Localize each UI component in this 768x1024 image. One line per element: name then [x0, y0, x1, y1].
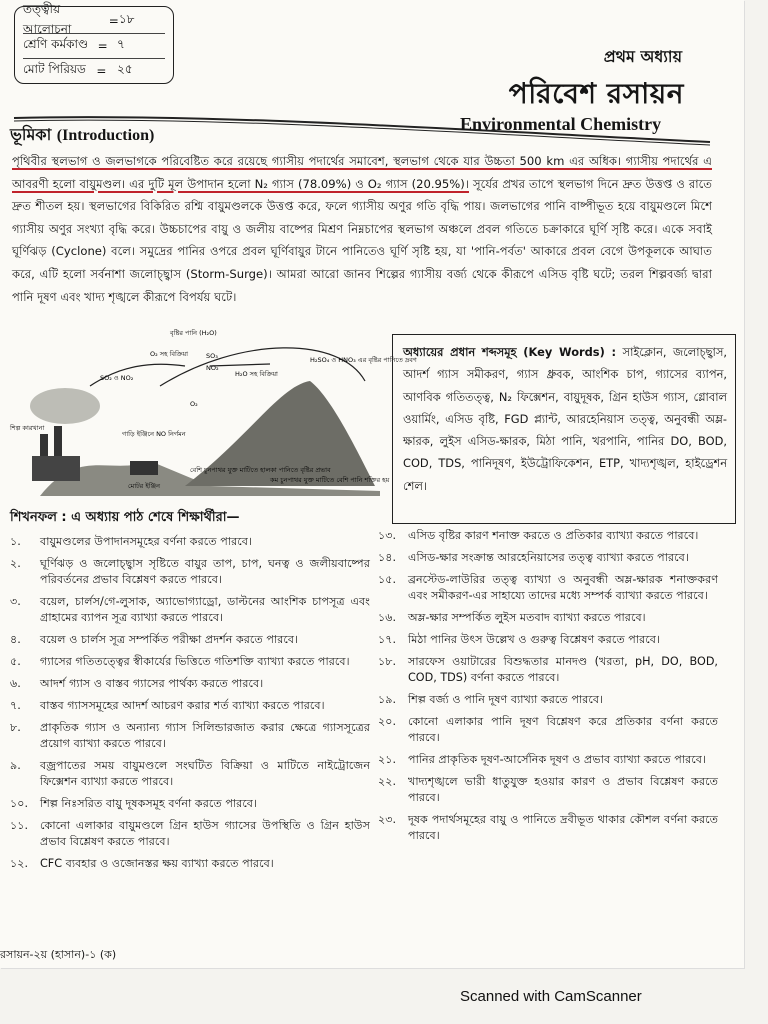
- label-no2: NO₂: [206, 364, 219, 372]
- item-number: ২২.: [378, 775, 397, 788]
- list-item: [378, 752, 718, 768]
- keywords-box: [392, 334, 736, 524]
- list-item: [10, 856, 370, 872]
- info-row-theory: [23, 2, 165, 36]
- info-label: তত্ত্বীয় আলোচনা: [23, 2, 72, 36]
- item-text: শিল্প বর্জ্য ও পানি দূষণ ব্যাখ্যা করতে পারবে।: [408, 693, 604, 706]
- list-item: [10, 720, 370, 752]
- label-so2-no2: SO₂ ও NO₂: [100, 374, 134, 382]
- period-info-box: [14, 2, 174, 84]
- label-so3: SO₃: [206, 352, 218, 360]
- list-item: [10, 796, 370, 812]
- item-number: ৩.: [10, 595, 21, 608]
- item-text: অম্ল-ক্ষার সম্পর্কিত লুইস মতবাদ ব্যাখ্যা করতে পারবে।: [408, 611, 646, 624]
- label-o2-reaction: O₂ সহ বিক্রিয়া: [150, 350, 189, 358]
- list-item: [378, 572, 718, 604]
- label-soil: বেশি চুনপাথর যুক্ত মাটিতে হালকা পানিতে বৃষ্টির প্রভাব: [190, 466, 331, 474]
- intro-heading: [10, 122, 154, 149]
- item-number: ১১.: [10, 819, 29, 832]
- item-text: মিঠা পানির উৎস উল্লেখ ও গুরুত্ব বিশ্লেষণ করতে পারবে।: [408, 633, 660, 646]
- label-h2o-reaction: H₂O সহ বিক্রিয়া: [235, 370, 278, 378]
- item-text: কোনো এলাকার বায়ুমণ্ডলে গ্রিন হাউস গ্যাসের উপস্থিতি ও গ্রিন হাউস প্রভাব বিশ্লেষণ করতে পারবে।: [40, 819, 370, 848]
- list-item: [10, 818, 370, 850]
- label-factory: শিল্প কারখানা: [10, 424, 45, 432]
- list-item: [10, 632, 370, 648]
- item-text: বাস্তব গ্যাসসমূহের আদর্শ আচরণ করার শর্ত ব্যাখ্যা করতে পারবে।: [40, 699, 325, 712]
- chapter-number: প্রথম অধ্যায়: [603, 47, 682, 66]
- intro-heading-bn: ভূমিকা: [10, 125, 52, 144]
- item-text: পানির প্রাকৃতিক দূষণ-আর্সেনিক দূষণ ও প্রভাব ব্যাখ্যা করতে পারবে।: [408, 753, 706, 766]
- info-value: ১৮: [118, 12, 135, 26]
- label-acids: H₂SO₄ ও HNO₃ এর বৃষ্টির পানিতে দ্রবণ: [310, 356, 417, 364]
- item-number: ৪.: [10, 633, 21, 646]
- label-rain: বৃষ্টির পানি (H₂O): [170, 329, 217, 337]
- label-o2: O₂: [190, 400, 198, 408]
- item-number: ১৫.: [378, 573, 397, 586]
- keywords-title: অধ্যায়ের প্রধান শব্দসমূহ (Key Words) :: [403, 345, 617, 359]
- item-number: ২৩.: [378, 813, 397, 826]
- item-number: ১০.: [10, 797, 29, 810]
- item-number: ১.: [10, 535, 21, 548]
- item-text: শিল্প নিঃসরিত বায়ু দূষকসমূহ বর্ণনা করতে পারবে।: [40, 797, 258, 810]
- learning-outcomes-heading: শিখনফল : এ অধ্যায় পাঠ শেষে শিক্ষার্থীরা—: [10, 510, 240, 525]
- intro-rest-text: সূর্যের প্রখর তাপে স্থলভাগ দিনে দ্রুত উত্তপ্ত ও রাতে দ্রুত শীতল হয়। স্থলভাগের বিকিরিত রশ্মি বায়ুমণ্ডলকে উত্তপ্ত করে, ফলে গ্যাসীয় অণুর গতি বৃদ্ধি পায়। জলভাগের পানি বাষ্পীভূত হয়ে বায়ুমণ্ডলে মিশে গ্যাসীয় অণুর সংখ্যা বৃদ্ধি করে। উচ্চচাপের বায়ু ও জলীয় বাষ্পের মিশ্রণ নিম্নচাপের স্থলভাগ অঞ্চলে প্রবল গতিতে চক্রাকারে ঘূর্ণি সৃষ্টি করে। একে সবাই ঘূর্ণিঝড় (Cyclone) বলে। সমুদ্রের পানির ওপরে প্রবল ঘূর্ণিবায়ুর টানে পানিতেও ঘূর্ণি সৃষ্টি হয়, যা 'পানি-পর্বত' আকারে প্রবল বেগে উপকূলকে আঘাত করে, এটি হলো সর্বনাশা জলোচ্ছ্বাস (Storm-Surge)। আমরা আরো জানব শিল্পের গ্যাসীয় বর্জ্য থেকে কীরূপে এসিড বৃষ্টি ঘটে; তরল শিল্পবর্জ্য দ্বারা পানি দূষণ এবং খাদ্য শৃঙ্খলে কীরূপে বিপর্যয় ঘটে।: [12, 176, 713, 304]
- list-item: [10, 654, 370, 670]
- list-item: [378, 528, 718, 544]
- item-text: ব্রনস্টেড-লাউরির তত্ত্ব ব্যাখ্যা ও অনুবন্ধী অম্ল-ক্ষারক শনাক্তকরণ এবং সমীকরণ-এর সাহায্যে তাদের মধ্যে সম্পর্ক ব্যাখ্যা করতে পারবে।: [408, 573, 718, 602]
- acid-rain-illustration: [10, 326, 417, 496]
- item-text: কোনো এলাকার পানি দূষণ বিশ্লেষণ করে প্রতিকার বর্ণনা করতে পারবে।: [408, 715, 718, 744]
- item-text: এসিড-ক্ষার সংক্রান্ত আরহেনিয়াসের তত্ত্ব ব্যাখ্যা করতে পারবে।: [408, 551, 689, 564]
- item-number: ২.: [10, 557, 21, 570]
- item-text: এসিড বৃষ্টির কারণ শনাক্ত করতে ও প্রতিকার ব্যাখ্যা করতে পারবে।: [408, 529, 699, 542]
- list-item: [10, 676, 370, 692]
- keywords-text: সাইক্লোন, জলোচ্ছ্বাস, আদর্শ গ্যাস সমীকরণ, গ্যাস ধ্রুবক, আংশিক চাপ, গ্যাসের ব্যাপন, আণবিক গতিতত্ত্ব, N₂ ফিক্সেশন, বায়ুদূষক, গ্রিন হাউস গ্যাস, গ্লোবাল ওয়ার্মিং, এসিড বৃষ্টি, FGD প্ল্যান্ট, আরহেনিয়াস তত্ত্ব, অনুবন্ধী অম্ল-ক্ষারক, লুইস এসিড-ক্ষারক, মিঠা পানি, খরপানি, পানির DO, BOD, COD, TDS, পানিদূষণ, ইউট্রোফিকেশন, ETP, খাদ্যশৃঙ্খল, হাইড্রেশন শেল।: [403, 345, 727, 493]
- info-value: ২৫: [116, 62, 133, 76]
- item-text: বায়ুমণ্ডলের উপাদানসমূহের বর্ণনা করতে পারবে।: [40, 535, 252, 548]
- intro-underlined-text: পৃথিবীর স্থলভাগ ও জলভাগকে পরিবেষ্টিত করে রয়েছে গ্যাসীয় পদার্থের সমাবেশ, স্থলভাগ থেকে যার উচ্চতা 500 km এর অধিক। গ্যাসীয় পদার্থের এ আবরণী হলো বায়ুমণ্ডল। এর দুটি মূল উপাদান হলো N₂ গ্যাস (78.09%) ও O₂ গ্যাস (20.95%)।: [12, 154, 712, 191]
- item-text: গ্যাসের গতিতত্ত্বের স্বীকার্যের ভিত্তিতে গতিশক্তি ব্যাখ্যা করতে পারবে।: [40, 655, 350, 668]
- item-text: আদর্শ গ্যাস ও বাস্তব গ্যাসের পার্থক্য করতে পারবে।: [40, 677, 264, 690]
- item-number: ১৭.: [378, 633, 397, 646]
- info-row-total: [23, 59, 165, 83]
- list-item: [10, 758, 370, 790]
- intro-heading-en: (Introduction): [56, 127, 155, 144]
- item-number: ৫.: [10, 655, 21, 668]
- list-item: [378, 550, 718, 566]
- item-number: ১৮.: [378, 655, 397, 668]
- item-number: ২০.: [378, 715, 397, 728]
- item-text: প্রাকৃতিক গ্যাস ও অন্যান্য গ্যাস সিলিন্ডারজাত করার ক্ষেত্রে গ্যাসসূত্রের প্রয়োগ ব্যাখ্যা করতে পারবে।: [40, 721, 370, 750]
- label-engine: মোটর ইঞ্জিন: [128, 482, 160, 490]
- list-item: [378, 654, 718, 686]
- item-number: ১২.: [10, 857, 29, 870]
- list-item: [378, 632, 718, 648]
- list-item: [378, 812, 718, 844]
- item-number: ১৩.: [378, 529, 397, 542]
- info-label: মোট পিরিয়ড: [23, 62, 86, 76]
- item-text: দূষক পদার্থসমূহের বায়ু ও পানিতে দ্রবীভূত থাকার কৌশল বর্ণনা করতে পারবে।: [408, 813, 718, 842]
- label-no-emission: গাড়ি ইঞ্জিনে NO নির্গমন: [122, 430, 186, 438]
- list-item: [10, 698, 370, 714]
- chapter-title: পরিবেশ রসায়ন: [508, 77, 684, 110]
- item-text: সারফেস ওয়াটারের বিশুদ্ধতার মানদণ্ড (খরতা, pH, DO, BOD, COD, TDS) বর্ণনা করতে পারবে।: [408, 655, 718, 684]
- item-number: ৮.: [10, 721, 21, 734]
- label-mountain: কম চুনপাথর যুক্ত মাটিতে বেশি পানি শক্তির হয়: [270, 476, 390, 484]
- car-shape: [130, 461, 158, 475]
- item-number: ১৪.: [378, 551, 397, 564]
- list-item: [378, 714, 718, 746]
- list-item: [10, 534, 370, 550]
- smoke-cloud: [30, 388, 100, 424]
- item-number: ৯.: [10, 759, 21, 772]
- item-number: ৭.: [10, 699, 21, 712]
- camscanner-watermark: Scanned with CamScanner: [460, 988, 642, 1005]
- acid-rain-diagram: [10, 326, 417, 496]
- item-text: বয়েল, চার্লস/গে-লুসাক, অ্যাভোগ্যাড্রো, ডাল্টনের আংশিক চাপসূত্র এবং গ্রাহামের ব্যাপন সূত্র ব্যাখ্যা করতে পারবে।: [40, 595, 370, 624]
- list-item: [10, 594, 370, 626]
- list-item: [378, 774, 718, 806]
- cycle-arrow: [160, 348, 365, 386]
- item-text: CFC ব্যবহার ও ওজোনস্তর ক্ষয় ব্যাখ্যা করতে পারবে।: [40, 857, 274, 870]
- item-text: বজ্রপাতের সময় বায়ুমণ্ডলে সংঘটিত বিক্রিয়া ও মাটিতে নাইট্রোজেন ফিক্সেশন ব্যাখ্যা করতে পারবে।: [40, 759, 370, 788]
- item-number: ৬.: [10, 677, 21, 690]
- outcomes-left-column: [10, 534, 370, 878]
- list-item: [10, 556, 370, 588]
- reaction-arrow: [210, 364, 270, 366]
- list-item: [378, 610, 718, 626]
- info-sep: =: [108, 14, 119, 28]
- info-label: শ্রেণি কর্মকাণ্ড: [23, 37, 89, 51]
- info-value: ৭: [117, 37, 125, 51]
- item-text: ঘূর্ণিঝড় ও জলোচ্ছ্বাস সৃষ্টিতে বায়ুর তাপ, চাপ, ঘনত্ব ও জলীয়বাষ্পের পরিবর্তনের প্রভাব বিশ্লেষণ করতে পারবে।: [40, 557, 370, 586]
- item-number: ১৯.: [378, 693, 397, 706]
- list-item: [378, 692, 718, 708]
- item-number: ১৬.: [378, 611, 397, 624]
- chapter-title-english: Environmental Chemistry: [460, 114, 662, 134]
- item-number: ২১.: [378, 753, 397, 766]
- factory-building: [32, 456, 80, 481]
- page-footer-code: রসায়ন-২য় (হাসান)-১ (ক): [0, 948, 117, 961]
- outcomes-right-column: [378, 528, 718, 850]
- intro-paragraph: [12, 150, 712, 308]
- item-text: বয়েল ও চার্লস সূত্র সম্পর্কিত পরীক্ষা প্রদর্শন করতে পারবে।: [40, 633, 299, 646]
- item-text: খাদ্যশৃঙ্খলে ভারী ধাতুযুক্ত হওয়ার কারণ ও প্রভাব বিশ্লেষণ করতে পারবে।: [408, 775, 718, 804]
- info-sep: =: [97, 39, 108, 53]
- info-sep: =: [96, 64, 107, 78]
